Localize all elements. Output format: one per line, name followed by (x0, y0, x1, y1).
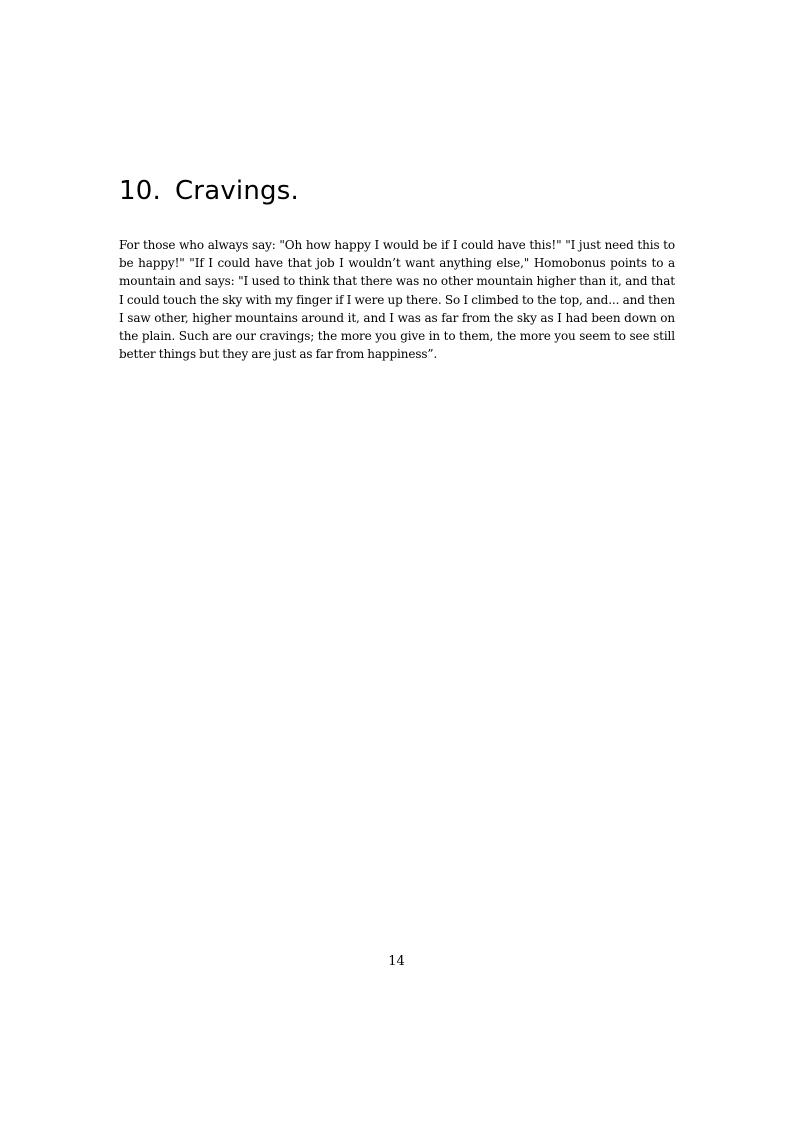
page-number: 14 (388, 954, 405, 969)
chapter-number: 10. (119, 176, 161, 206)
chapter-title: Cravings. (174, 176, 299, 206)
body-paragraph: For those who always say: "Oh how happy I would be if I could have this!" "I just need this to be happy!" "If I could have that job I wouldn’t want anything else," Homobonus points to a mountain and says: "I used to think that there was no other mountain higher than it, and that I could touch the sky with my finger if I were up there. So I climbed to the top, and... and then I saw other, higher mountains around it, and I was as far from the sky as I had been down on the plain. Such are our cravings; the more you give in to them, the more you seem to see still better things but they are just as far from happiness”. (119, 238, 675, 362)
chapter-heading (119, 174, 299, 208)
